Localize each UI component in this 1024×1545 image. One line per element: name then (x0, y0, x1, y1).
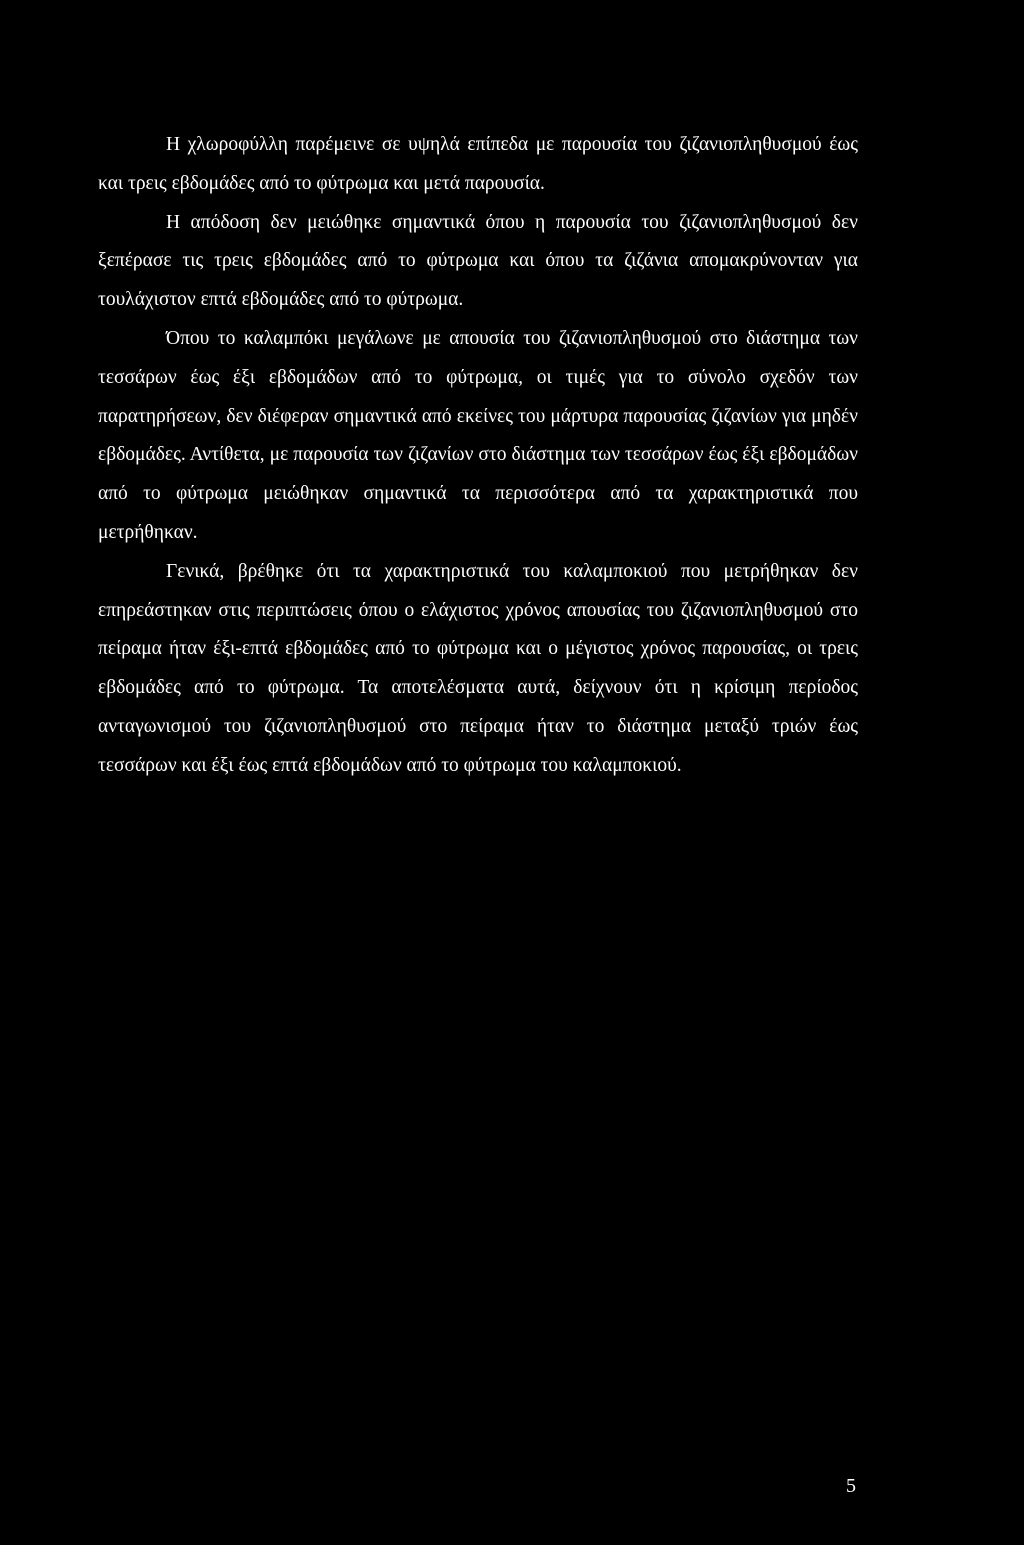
page-number: 5 (846, 1475, 856, 1497)
paragraph-weed-absence: Όπου το καλαμπόκι μεγάλωνε με απουσία του ζιζανιοπληθυσμού στο διάστημα των τεσσάρων έως έξι εβδομάδων από το φύτρωμα, οι τιμές για το σύνολο σχεδόν των παρατηρήσεων, δεν διέφεραν σημαντικά από εκείνες του μάρτυρα παρουσίας ζιζανίων για μηδέν εβδομάδες. Αντίθετα, με παρουσία των ζιζανίων στο διάστημα των τεσσάρων έως έξι εβδομάδων από το φύτρωμα μειώθηκαν σημαντικά τα περισσότερα από τα χαρακτηριστικά που μετρήθηκαν. (98, 327, 858, 543)
body-text (98, 126, 858, 786)
paragraph-conclusion: Γενικά, βρέθηκε ότι τα χαρακτηριστικά του καλαμποκιού που μετρήθηκαν δεν επηρεάστηκαν στις περιπτώσεις όπου ο ελάχιστος χρόνος απουσίας του ζιζανιοπληθυσμού στο πείραμα ήταν έξι-επτά εβδομάδες από το φύτρωμα και ο μέγιστος χρόνος παρουσίας, οι τρεις εβδομάδες από το φύτρωμα. Τα αποτελέσματα αυτά, δείχνουν ότι η κρίσιμη περίοδος ανταγωνισμού του ζιζανιοπληθυσμού στο πείραμα ήταν το διάστημα μεταξύ τριών έως τεσσάρων και έξι έως επτά εβδομάδων από το φύτρωμα του καλαμποκιού. (98, 560, 858, 776)
paragraph-yield: Η απόδοση δεν μειώθηκε σημαντικά όπου η παρουσία του ζιζανιοπληθυσμού δεν ξεπέρασε τις τρεις εβδομάδες από το φύτρωμα και όπου τα ζιζάνια απομακρύνονταν για τουλάχιστον επτά εβδομάδες από το φύτρωμα. (98, 211, 858, 311)
paragraph-chlorophyll: Η χλωροφύλλη παρέμεινε σε υψηλά επίπεδα με παρουσία του ζιζανιοπληθυσμού έως και τρεις εβδομάδες από το φύτρωμα και μετά παρουσία. (98, 134, 858, 194)
